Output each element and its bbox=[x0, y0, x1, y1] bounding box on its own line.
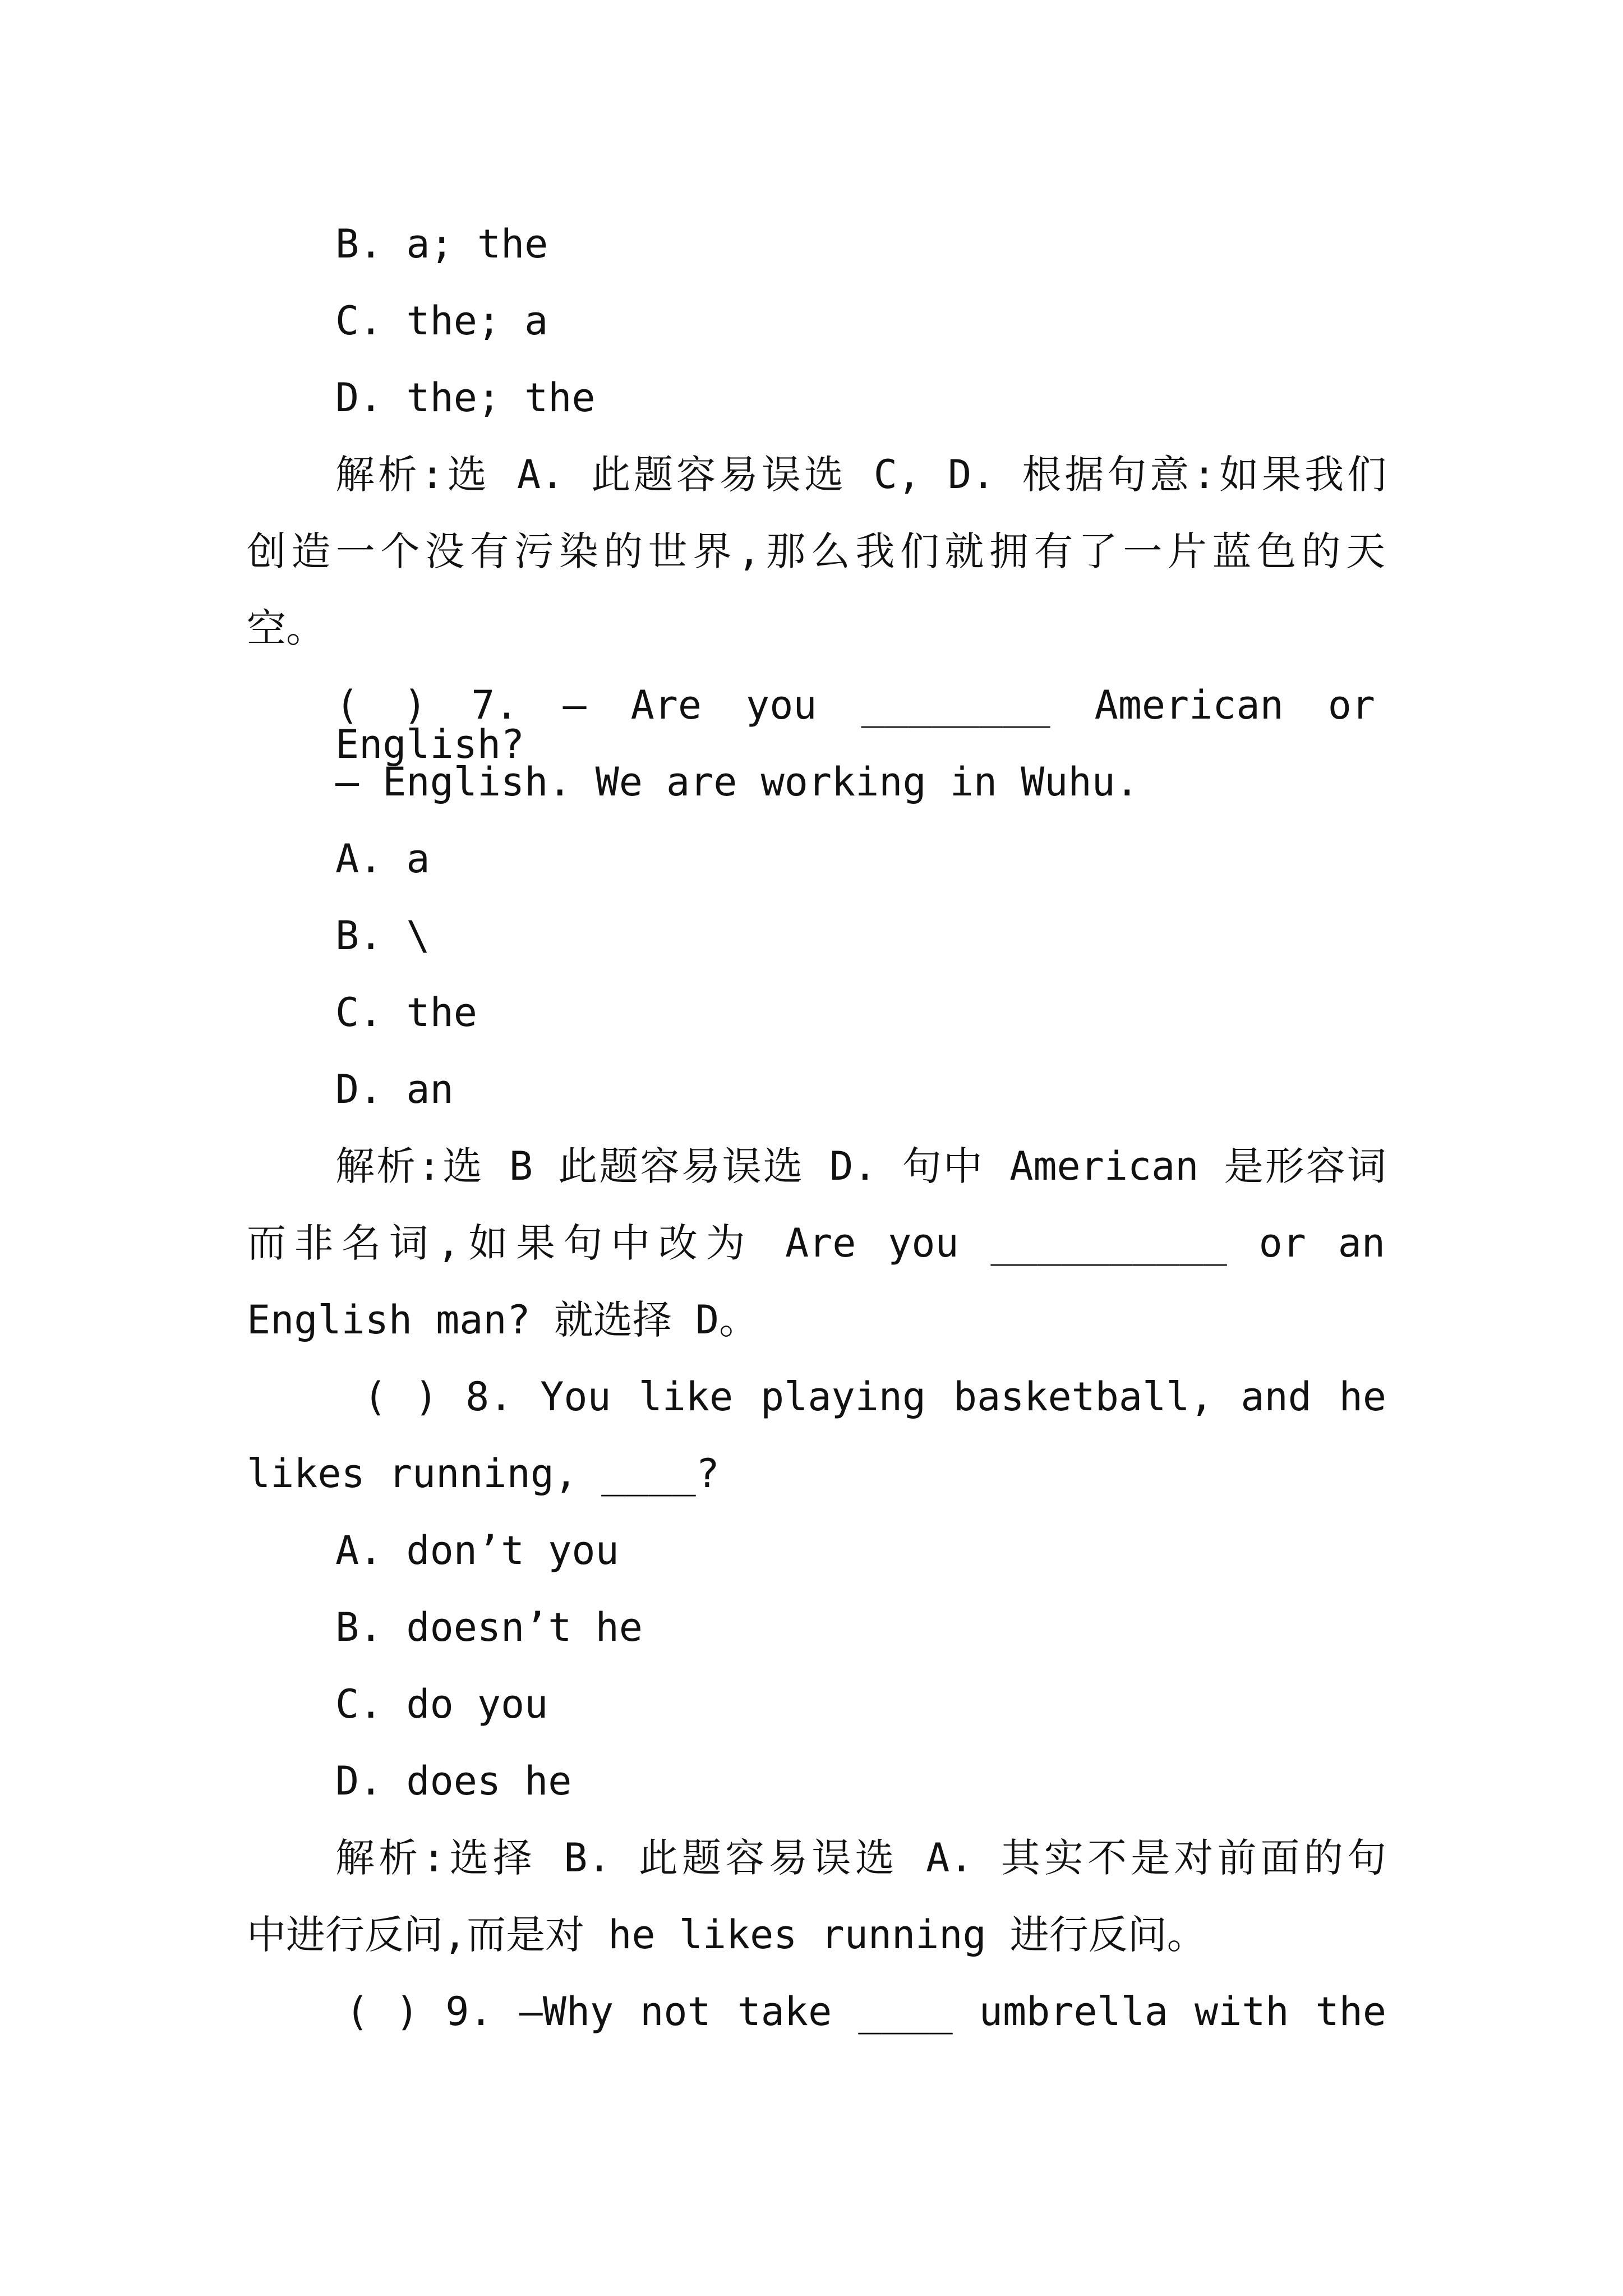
q7-stem: ( ) 7. — Are you ________ American or English? bbox=[335, 682, 1375, 767]
q6-analysis-line-1: 解析:选 A. 此题容易误选 C, D. 根据句意:如果我们 bbox=[335, 452, 1386, 498]
q7-analysis-line-3: English man? 就选择 D。 bbox=[247, 1297, 759, 1343]
q9-stem-line-1: ( ) 9. —Why not take ____ umbrella with the bbox=[345, 1989, 1386, 2035]
q6-option-d: D. the; the bbox=[335, 375, 596, 421]
q8-analysis-line-2: 中进行反问,而是对 he likes running 进行反问。 bbox=[247, 1912, 1206, 1958]
q8-option-a: A. don’t you bbox=[335, 1527, 619, 1573]
q7-analysis-line-2: 而非名词,如果句中改为 Are you __________ or an bbox=[247, 1220, 1385, 1266]
q6-analysis-line-2: 创造一个没有污染的世界,那么我们就拥有了一片蓝色的天 bbox=[247, 528, 1385, 574]
q8-option-c: C. do you bbox=[335, 1681, 548, 1727]
q7-reply: — English. We are working in Wuhu. bbox=[335, 759, 1139, 805]
q8-option-d: D. does he bbox=[335, 1758, 572, 1804]
q7-option-a: A. a bbox=[335, 836, 430, 882]
q8-stem-line-1: ( ) 8. You like playing basketball, and he bbox=[363, 1374, 1386, 1420]
q6-option-c: C. the; a bbox=[335, 298, 548, 344]
q8-option-b: B. doesn’t he bbox=[335, 1604, 643, 1650]
q8-stem-line-2: likes running, ____? bbox=[247, 1451, 720, 1497]
q7-option-b: B. \ bbox=[335, 913, 430, 959]
q7-option-d: D. an bbox=[335, 1066, 454, 1112]
q7-option-c: C. the bbox=[335, 990, 477, 1036]
q6-analysis-line-3: 空。 bbox=[247, 605, 325, 651]
q7-analysis-line-1: 解析:选 B 此题容易误选 D. 句中 American 是形容词 bbox=[335, 1143, 1386, 1189]
q8-analysis-line-1: 解析:选择 B. 此题容易误选 A. 其实不是对前面的句 bbox=[335, 1835, 1386, 1881]
q6-option-b: B. a; the bbox=[335, 221, 548, 267]
